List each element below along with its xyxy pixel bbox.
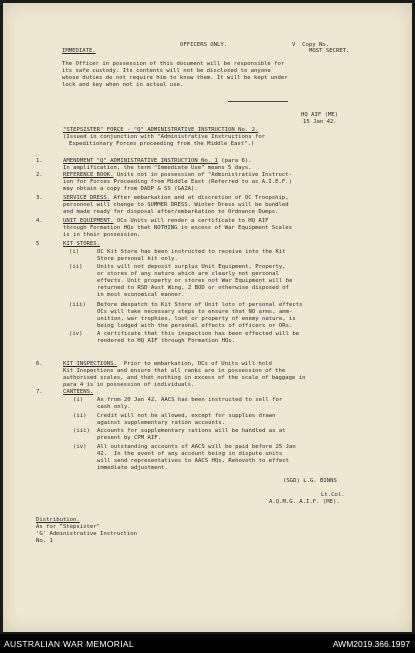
para-3-line: personnel will change to SUMMER DRESS. Winter Dress will be bundled [63, 202, 289, 208]
sub-item-line: As from 20 Jan 42, AACS has been instructed to sell for [97, 397, 283, 403]
para-number: 6. [36, 361, 43, 367]
para-6-text: Prior to embarkation, OCs of Units will hold [116, 361, 272, 367]
sub-item-line: cash only. [97, 404, 131, 410]
para-3-text: After embarkation and at discretion of OC Troopship, [110, 195, 289, 201]
para-3-heading: SERVICE DRESS. [63, 195, 111, 201]
sub-item-line: Credit will not be allowed, except for supplies drawn [97, 413, 276, 419]
para-2-line: ion for Forces Proceeding from Middle East (Referred to as A.I.E.F.) [63, 179, 293, 185]
intro-line: whose duties do not require him to know them. It will be kept under [62, 75, 288, 81]
para-2-line [63, 172, 292, 179]
sub-item-number: (iv) [69, 331, 83, 337]
sub-item-line: All outstanding accounts of AACS will be paid before 25 Jan [97, 444, 296, 450]
sub-item-number: (iii) [69, 302, 86, 308]
sub-item-line: Before despatch to Kit Store of Unit lots of personal effects [97, 302, 303, 308]
sub-item-line: Units will not deposit surplus Unit Equipment, Property, [97, 264, 286, 270]
para-3-line [63, 195, 289, 202]
sub-item-line: rendered to HQ AIF through Formation HQs. [97, 338, 236, 344]
para-4-line: through Formation HQs that NOTHING in excess of War Equipment Scales [63, 225, 293, 231]
para-6-line: authorised scales, and that nothing in excess of the scale of baggage in [63, 375, 306, 381]
sub-item-number: (iii) [73, 428, 90, 434]
sub-item-line: effects. Unit property or stores not War Equipment will be [97, 278, 293, 284]
para-4-line: is in their possession. [63, 232, 141, 238]
copy-number: V Copy No. [292, 42, 330, 48]
signature-rank: Lt.Col. [321, 492, 345, 498]
intro-line: lock and key when not in actual use. [62, 82, 184, 88]
signature-title: A.Q.M.G. A.I.F. (ME). [269, 499, 340, 505]
intro-line: its safe custody. Its contents will not be disclosed to anyone [62, 68, 271, 74]
sub-item-number: (iv) [73, 444, 87, 450]
sub-item-number: (i) [69, 249, 80, 255]
para-4-text: OCs Units will render a certificate to HQ AIF [113, 218, 269, 224]
para-7-heading: CANTEENS. [63, 389, 94, 395]
sub-item-line: being lodged with the personal effects of officers or ORs. [97, 323, 293, 329]
sub-item-line: Store personal kit only. [97, 256, 178, 262]
para-1-heading-tail: (para 6). [217, 158, 252, 164]
para-1-heading-text: AMENDMENT "Q" ADMINISTRATIVE INSTRUCTION No. 1 [63, 158, 218, 164]
distribution-line: As for "Stepsister" [36, 524, 100, 530]
para-6-line: para 4 is in possession of individuals. [63, 382, 195, 388]
para-4-line [63, 218, 268, 225]
para-2-line: may obtain a copy from DADP & SS (GAZA). [63, 186, 198, 192]
sub-item-line: unition, war trophies, loot or property of enemy nature, is [97, 316, 296, 322]
sub-item-line: OCs will take necessary steps to ensure that NO arms, amm- [97, 309, 293, 315]
officers-only-heading: OFFICERS ONLY. [180, 42, 228, 48]
para-number: 5 [36, 241, 40, 247]
para-5-heading: KIT STORES. [63, 241, 101, 247]
sub-item-number: (i) [73, 397, 84, 403]
distribution-line: No. 1 [36, 538, 53, 544]
sub-item-line: returned to RSD Aust Wing, 2 BOD or otherwise disposed of [97, 285, 289, 291]
archive-name: AUSTRALIAN WAR MEMORIAL [4, 639, 134, 649]
sub-item-number: (ii) [69, 264, 83, 270]
intro-line: The Officer in possession of this document will be responsible for [62, 61, 285, 67]
para-1-heading [63, 158, 252, 165]
distribution-line: 'G' Administrative Instruction [36, 531, 138, 537]
sub-item-line: present by CPM AIF. [97, 435, 161, 441]
immediate-label: IMMEDIATE. [62, 48, 96, 54]
document-date: 15 Jan 42. [303, 119, 337, 125]
para-6-heading: KIT INSPECTIONS. [63, 361, 117, 367]
document-page [3, 3, 412, 632]
para-number: 7. [36, 389, 43, 395]
hq-label: HQ AIF (ME) [301, 112, 339, 118]
para-number: 4. [36, 218, 43, 224]
para-3-line: and made ready for disposal after/embarkation to Ordnance Dumps. [63, 209, 279, 215]
sub-item-line: in most economical manner. [97, 292, 185, 298]
sub-item-line: A certificate that this inspection has been effected will be [97, 331, 300, 337]
archive-footer [0, 634, 415, 653]
subtitle-line: Expeditionary Forces proceeding from the Middle East".) [69, 141, 255, 147]
document-title: "STEPSISTER" FORCE - "Q" ADMINISTRATIVE INSTRUCTION No. 2. [63, 127, 259, 133]
distribution-heading: Distribution. [36, 517, 80, 523]
sub-item-line: or stores of any nature which are clearly not personal [97, 271, 279, 277]
sub-item-line: OC Kit Store has been instructed to receive into the Kit [97, 249, 286, 255]
sub-item-number: (ii) [73, 413, 87, 419]
para-6-line [63, 361, 272, 368]
archive-reference: AWM2019.366.1997 [332, 639, 410, 649]
para-6-line: Kit Inspections and ensure that all ranks are in possession of the [63, 368, 286, 374]
sub-item-line: Accounts for supplementary rations will be handled as at [97, 428, 286, 434]
subtitle-line: (Issued in conjunction with "Administrative Instructions for [63, 134, 266, 140]
sub-item-line: will send representatives to AACS HQs, Rehovoth to effect [97, 458, 289, 464]
sub-item-line: 42. In the event of any account being in dispute units [97, 451, 283, 457]
divider-rule [228, 101, 288, 102]
sub-item-line: against supplementary ration accounts. [97, 420, 225, 426]
para-number: 1. [36, 158, 43, 164]
para-4-heading: UNIT EQUIPMENT. [63, 218, 114, 224]
sub-item-line: immediate adjustment. [97, 465, 168, 471]
para-number: 3. [36, 195, 43, 201]
para-2-heading: REFERENCE BOOK. [63, 172, 114, 178]
para-2-text: Units not in possession of "Administrative Instruct- [113, 172, 293, 178]
para-number: 2. [36, 172, 43, 178]
para-1-line: In amplification, the term "Immediate Use" means 5 days. [63, 165, 252, 171]
most-secret-label: MOST SECRET. [309, 48, 350, 54]
signature-name: (SGD) L.G. BINNS [283, 478, 337, 484]
